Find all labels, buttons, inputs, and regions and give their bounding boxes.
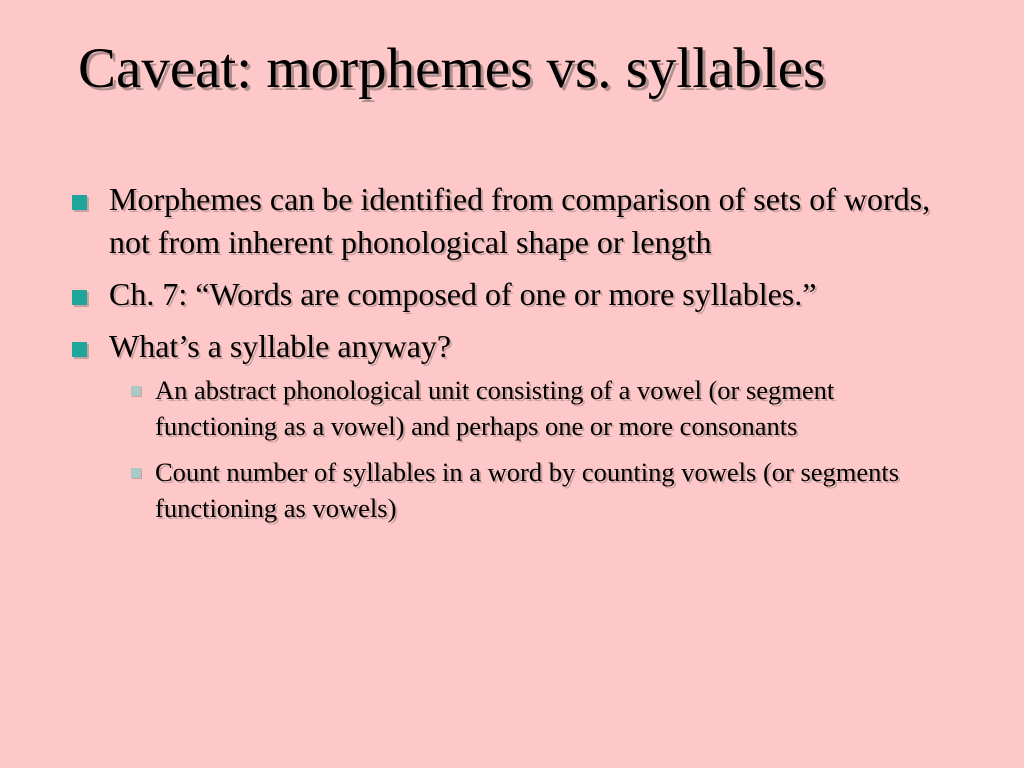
bullet-text: Ch. 7: “Words are composed of one or more syllables.” [109, 276, 817, 312]
bullet-item [72, 325, 972, 526]
slide-title: Caveat: morphemes vs. syllables [78, 37, 826, 100]
sub-bullet-text: An abstract phonological unit consisting of a vowel (or segment functioning as a vowel) and perhaps one or more consonants [155, 375, 835, 441]
bullet-item [72, 178, 972, 264]
sub-bullet-item [125, 454, 972, 526]
bullet-item [72, 273, 972, 316]
small-square-bullet-icon [131, 386, 141, 396]
small-square-bullet-icon [131, 468, 141, 478]
square-bullet-icon [72, 195, 87, 210]
sub-bullet-text: Count number of syllables in a word by counting vowels (or segments functioning as vowels) [155, 457, 900, 523]
square-bullet-icon [72, 342, 87, 357]
sub-bullet-item [125, 372, 972, 444]
bullet-text: What’s a syllable anyway? [109, 328, 452, 364]
square-bullet-icon [72, 290, 87, 305]
sub-bullet-list [109, 372, 972, 526]
bullet-list [72, 178, 972, 536]
bullet-text: Morphemes can be identified from comparison of sets of words, not from inherent phonological shape or length [109, 181, 931, 260]
